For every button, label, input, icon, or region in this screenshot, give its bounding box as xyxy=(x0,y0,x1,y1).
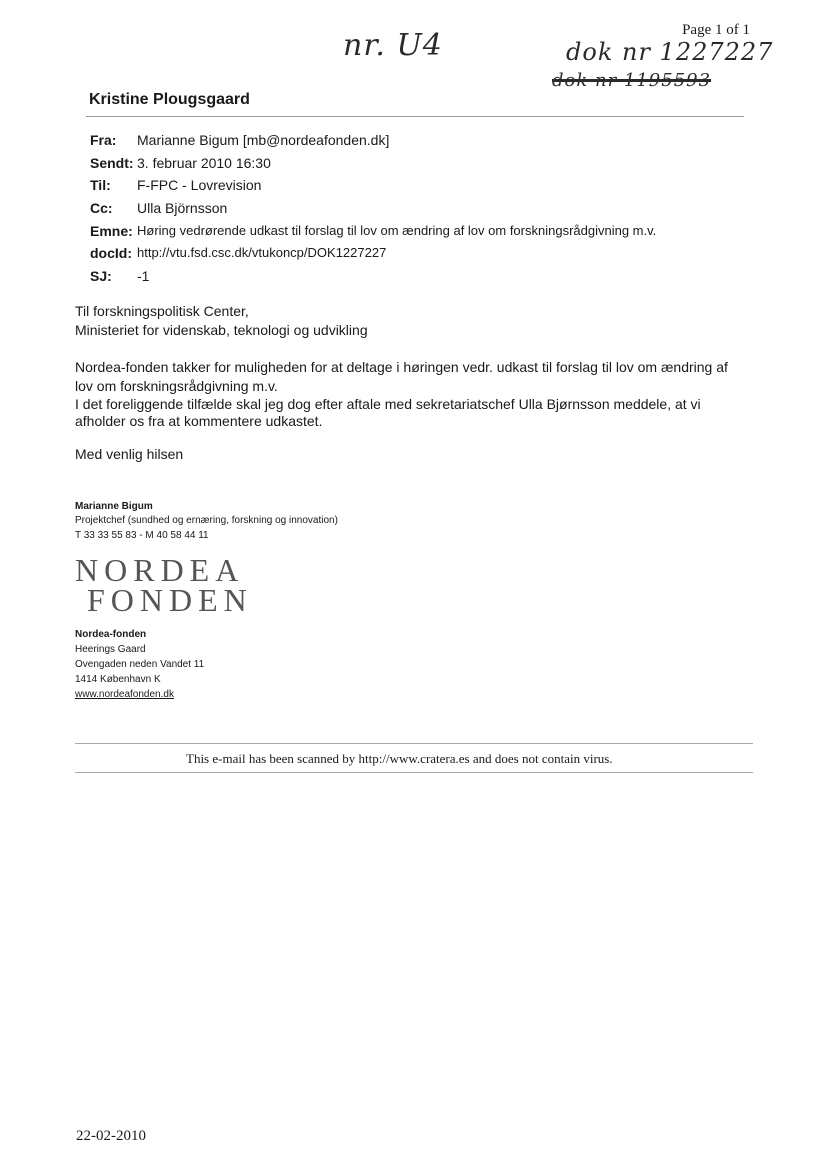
signature-phone: T 33 33 55 83 - M 40 58 44 11 xyxy=(75,530,209,541)
meta-row-sent xyxy=(90,152,656,175)
recipient-name: Kristine Plougsgaard xyxy=(89,91,250,108)
logo-line-1: NORDEA xyxy=(75,552,245,588)
paragraph-1-line-2: lov om forskningsrådgivning m.v. xyxy=(75,378,278,394)
paragraph-2-line-1: I det foreliggende tilfælde skal jeg dog efter aftale med sekretariatschef Ulla Bjørnsson meddele, at vi xyxy=(75,396,701,412)
meta-key: SJ: xyxy=(90,268,112,285)
meta-key: Til: xyxy=(90,177,111,194)
greeting-line-2: Ministeriet for videnskab, teknologi og udvikling xyxy=(75,322,368,338)
meta-row-cc xyxy=(90,197,656,220)
meta-value: Høring vedrørende udkast til forslag til lov om ændring af lov om forskningsrådgivning m.v. xyxy=(137,222,657,238)
meta-value: Ulla Björnsson xyxy=(137,200,228,217)
paragraph-2-line-2: afholder os fra at kommentere udkastet. xyxy=(75,413,323,429)
closing: Med venlig hilsen xyxy=(75,446,184,462)
meta-value: Marianne Bigum [mb@nordeafonden.dk] xyxy=(137,132,390,148)
email-metadata xyxy=(90,129,656,288)
meta-row-sj xyxy=(90,265,656,288)
meta-key: Emne: xyxy=(90,222,133,239)
handwritten-doc-number: dok nr 1227227 xyxy=(566,38,774,66)
meta-key: Sendt: xyxy=(90,154,134,171)
handwritten-note: nr. U4 xyxy=(343,28,443,63)
org-address-3: 1414 København K xyxy=(75,674,161,685)
paragraph-1-line-1: Nordea-fonden takker for muligheden for at deltage i høringen vedr. udkast til forslag til lov om ændring af xyxy=(75,359,728,375)
struck-doc-number: dok nr 1195593 xyxy=(552,70,712,91)
meta-key: docId: xyxy=(90,245,132,262)
meta-value: F-FPC - Lovrevision xyxy=(137,177,262,194)
scan-notice: This e-mail has been scanned by http://www.cratera.es and does not contain virus. xyxy=(186,751,613,766)
meta-row-subject xyxy=(90,220,656,243)
meta-row-docid xyxy=(90,242,656,265)
signature-title: Projektchef (sundhed og ernæring, forskning og innovation) xyxy=(75,515,338,526)
org-address-1: Heerings Gaard xyxy=(75,644,146,655)
org-website-link[interactable]: www.nordeafonden.dk xyxy=(75,689,174,700)
signature-name: Marianne Bigum xyxy=(75,501,153,512)
logo-line-2: FONDEN xyxy=(87,582,253,618)
footer-divider-bottom xyxy=(75,772,753,773)
meta-value: http://vtu.fsd.csc.dk/vtukoncp/DOK1227227 xyxy=(137,245,387,261)
greeting-line-1: Til forskningspolitisk Center, xyxy=(75,303,249,319)
date-stamp: 22-02-2010 xyxy=(76,1128,146,1144)
meta-row-to xyxy=(90,174,656,197)
meta-row-from xyxy=(90,129,656,152)
meta-key: Fra: xyxy=(90,132,117,148)
org-name: Nordea-fonden xyxy=(75,629,147,640)
meta-value: 3. februar 2010 16:30 xyxy=(137,154,271,171)
meta-value: -1 xyxy=(137,268,150,285)
meta-key: Cc: xyxy=(90,200,113,217)
page-number: Page 1 of 1 xyxy=(682,22,750,38)
footer-divider-top xyxy=(75,743,753,744)
nordea-fonden-logo xyxy=(75,552,275,618)
org-address-2: Ovengaden neden Vandet 11 xyxy=(75,659,205,670)
header-divider xyxy=(86,116,744,117)
